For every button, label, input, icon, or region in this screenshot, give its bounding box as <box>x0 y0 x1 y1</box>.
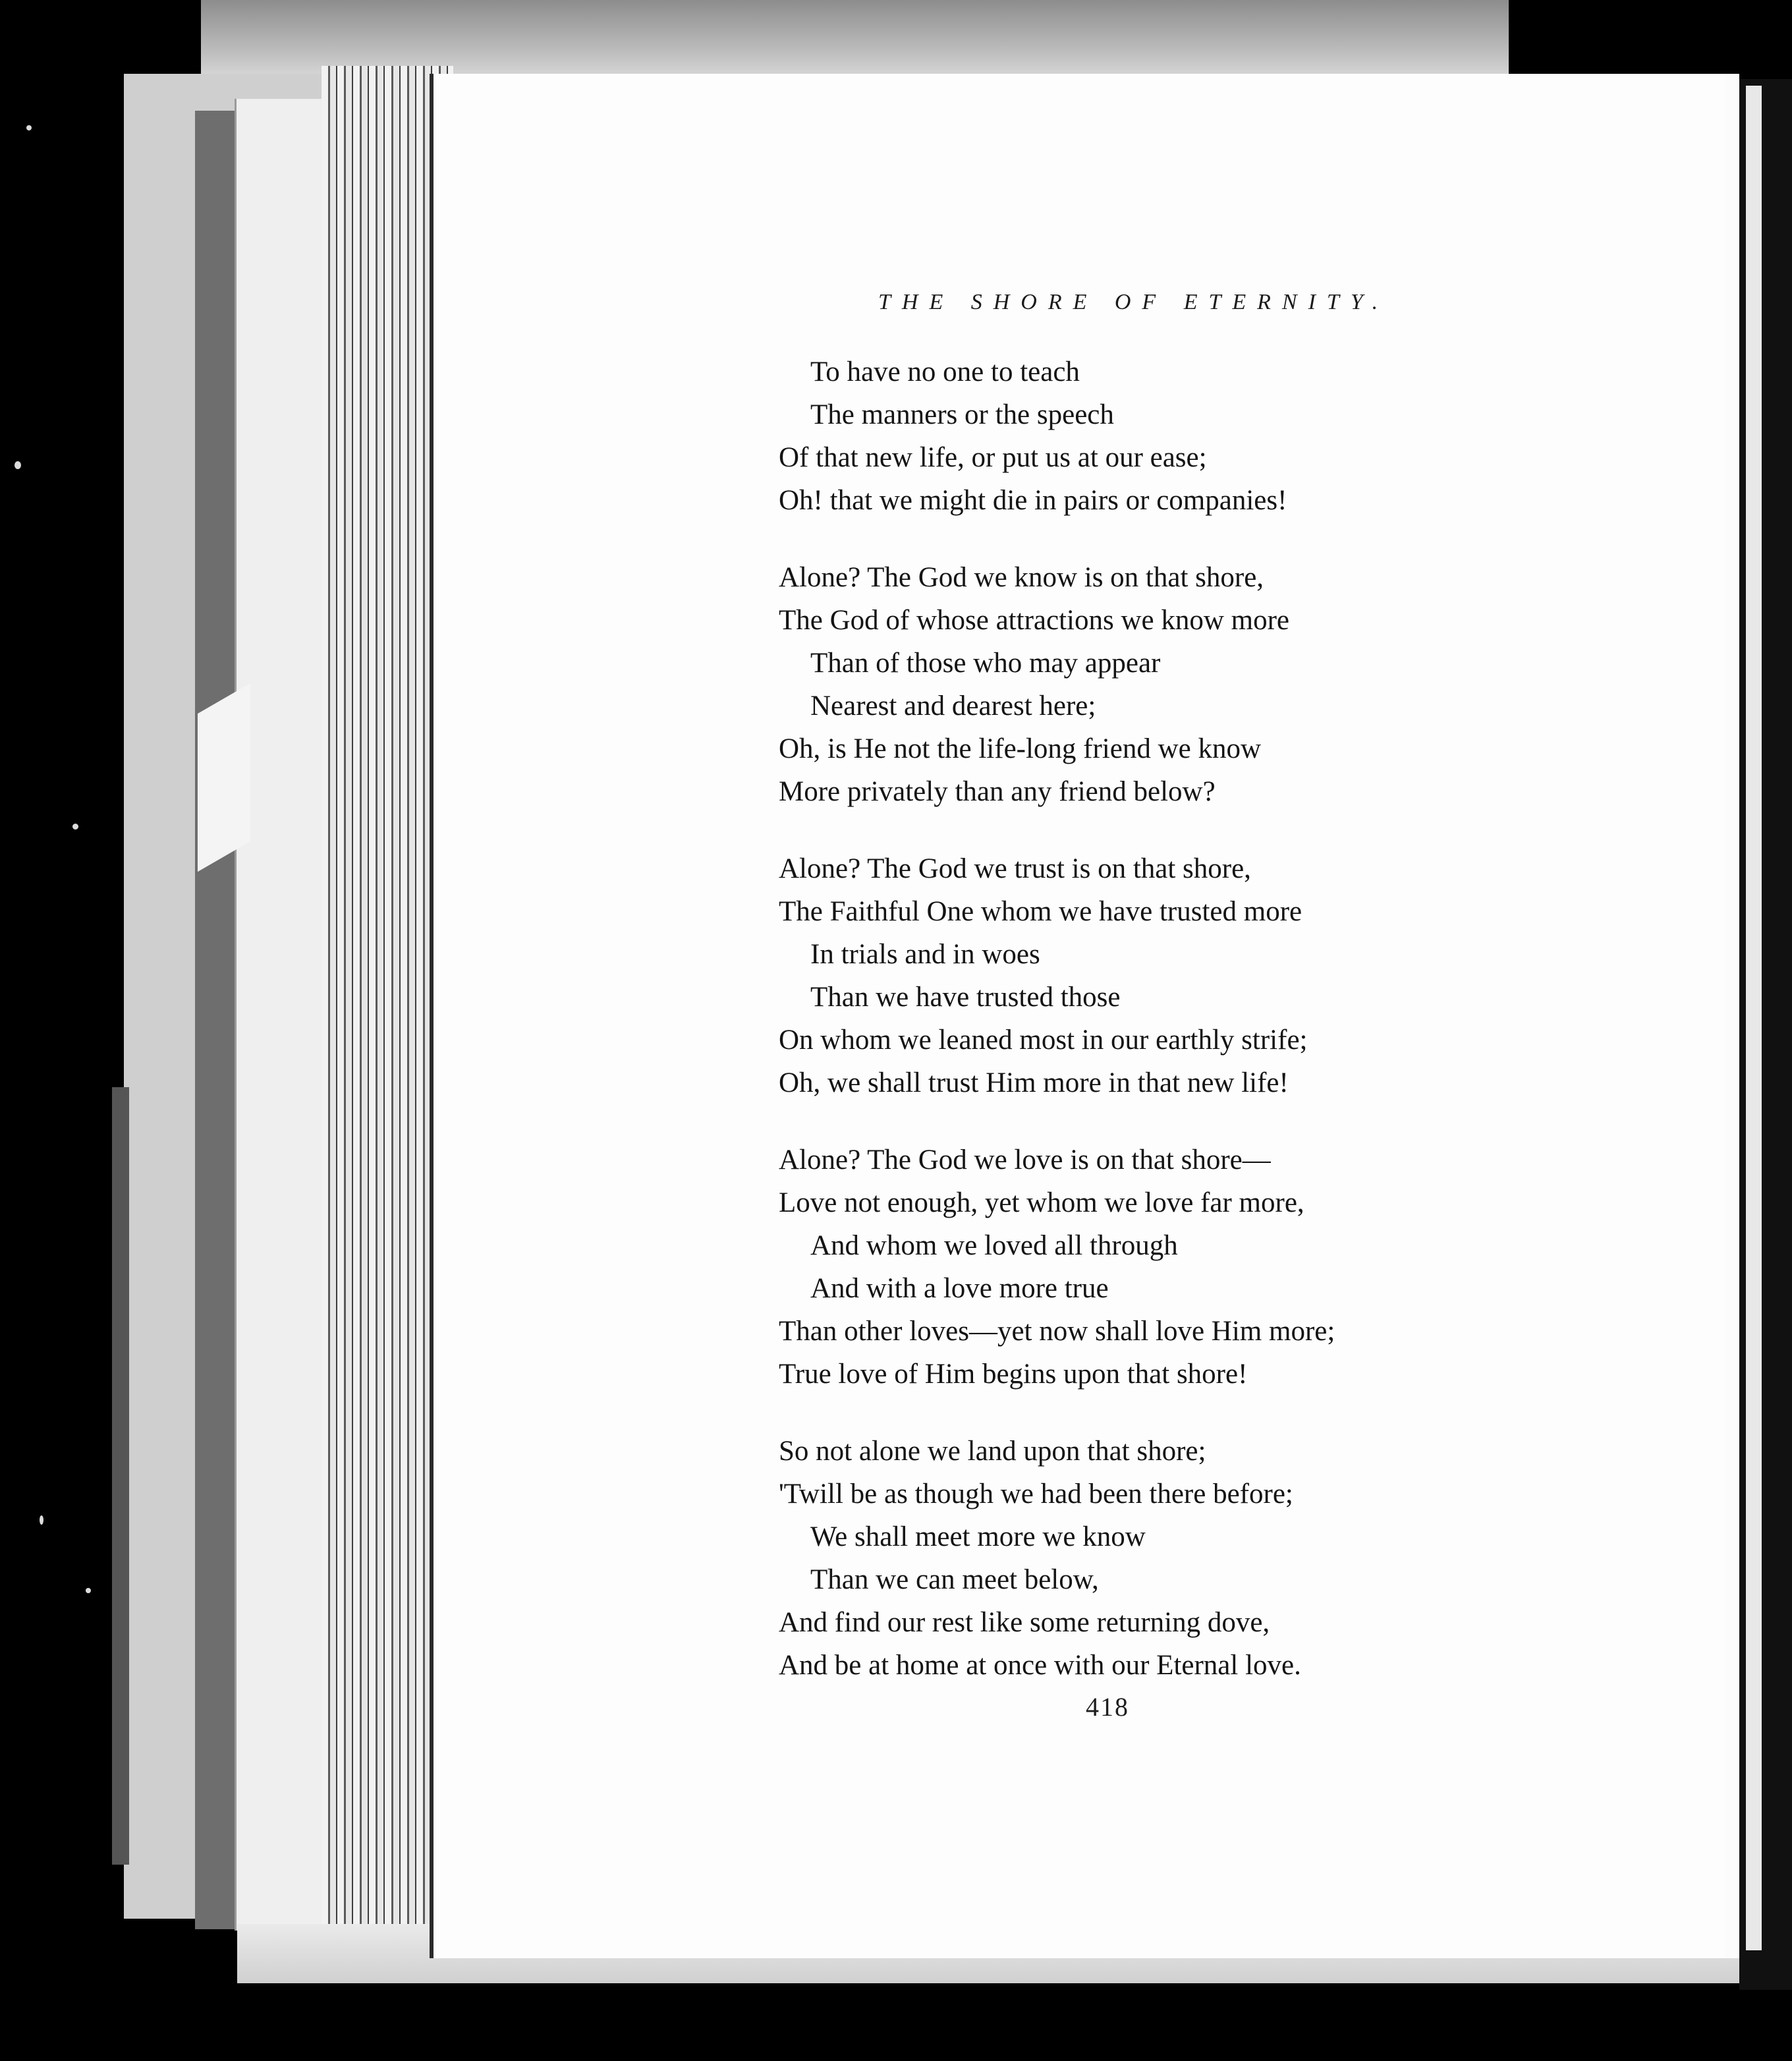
stanza <box>779 556 1635 813</box>
poem-line: Of that new life, or put us at our ease; <box>779 442 1207 473</box>
scan-speck <box>14 461 21 469</box>
scan-speck <box>86 1588 91 1593</box>
poem-line: The manners or the speech <box>810 399 1114 430</box>
poem-line: Than we have trusted those <box>810 982 1121 1013</box>
book-board-notch <box>198 683 250 872</box>
poem-line: Love not enough, yet whom we love far more, <box>779 1187 1304 1218</box>
poem-line: On whom we leaned most in our earthly strife; <box>779 1025 1308 1056</box>
poem-line: Than we can meet below, <box>810 1564 1099 1595</box>
book-board-edge <box>112 1087 129 1865</box>
right-page-strip <box>1746 86 1762 1950</box>
poem-line: Oh! that we might die in pairs or companies! <box>779 485 1287 516</box>
poem-line: We shall meet more we know <box>810 1521 1146 1552</box>
book-board-endpaper <box>235 99 329 1931</box>
scan-speck <box>26 125 32 130</box>
poem-line: The Faithful One whom we have trusted more <box>779 896 1302 927</box>
poem-line: And find our rest like some returning dove, <box>779 1607 1270 1638</box>
next-page-edge <box>1725 74 1739 1958</box>
poem-line: Than other loves—yet now shall love Him more; <box>779 1316 1335 1347</box>
stanza <box>779 351 1635 522</box>
poem-line: And whom we loved all through <box>810 1230 1178 1261</box>
poem-line: Oh, is He not the life-long friend we know <box>779 733 1262 764</box>
stanza <box>779 1139 1635 1396</box>
poem-line: Alone? The God we love is on that shore— <box>779 1144 1271 1175</box>
poem-line: Nearest and dearest here; <box>810 691 1096 721</box>
poem-line: And be at home at once with our Eternal love. <box>779 1650 1301 1681</box>
running-head: THE SHORE OF ETERNITY. <box>878 290 1389 314</box>
page-number: 418 <box>1086 1692 1129 1722</box>
poem-line: More privately than any friend below? <box>779 776 1216 807</box>
poem-line: Alone? The God we know is on that shore, <box>779 562 1264 593</box>
poem-line: So not alone we land upon that shore; <box>779 1436 1206 1467</box>
poem-line: In trials and in woes <box>810 939 1040 970</box>
book-board-shadow <box>195 111 235 1929</box>
scan-speck <box>72 824 78 830</box>
poem-line: 'Twill be as though we had been there before; <box>779 1479 1293 1510</box>
poem-line: Alone? The God we trust is on that shore, <box>779 853 1251 884</box>
scan-speck <box>40 1515 43 1525</box>
stanza <box>779 1430 1635 1687</box>
poem-line: Than of those who may appear <box>810 648 1161 679</box>
scanner-top-band <box>201 0 1509 74</box>
poem-line: To have no one to teach <box>810 356 1080 387</box>
book-page <box>434 74 1725 1958</box>
poem-line: True love of Him begins upon that shore! <box>779 1359 1248 1390</box>
stanza <box>779 847 1635 1104</box>
poem-body <box>779 351 1635 1721</box>
poem-line: The God of whose attractions we know more <box>779 605 1289 636</box>
poem-line: And with a love more true <box>810 1273 1109 1304</box>
poem-line: Oh, we shall trust Him more in that new life! <box>779 1067 1289 1098</box>
